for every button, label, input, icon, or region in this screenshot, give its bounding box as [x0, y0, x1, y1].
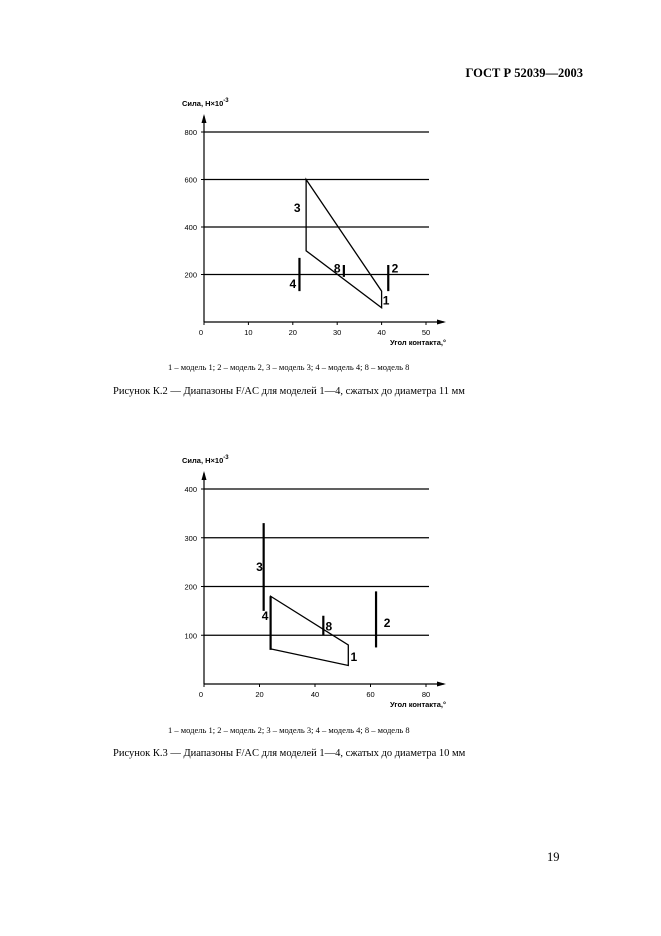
y-axis-arrow-icon	[202, 471, 207, 480]
figure-k3-chart	[140, 446, 470, 716]
figure-k2-chart	[140, 84, 470, 354]
model-label-8: 8	[325, 619, 333, 634]
y-axis-title-exponent: -3	[223, 455, 229, 461]
x-tick-label: 20	[255, 690, 264, 699]
model-label-8: 8	[333, 261, 341, 276]
model-label-4: 4	[289, 277, 297, 291]
figure-k2-caption: Рисунок К.2 — Диапазоны F/AC для моделей 1—4, сжатых до диаметра 11 мм	[113, 386, 465, 397]
range-polygon-model-4	[271, 596, 349, 665]
model-label-1: 1	[350, 650, 358, 665]
page-number: 19	[547, 850, 560, 864]
figure-k3-legend: 1 – модель 1; 2 – модель 2; 3 – модель 3; 4 – модель 4; 8 – модель 8	[168, 725, 410, 735]
y-tick-label: 100	[184, 631, 197, 641]
y-axis-title-exponent: -3	[223, 98, 229, 104]
x-tick-label: 40	[377, 328, 386, 337]
x-axis-arrow-icon	[437, 682, 446, 687]
y-tick-label: 300	[184, 533, 197, 543]
x-tick-label: 40	[310, 690, 320, 699]
y-axis-title-text: Сила, Н×10	[182, 456, 224, 465]
y-axis-arrow-icon	[202, 114, 207, 123]
x-tick-label: 0	[198, 690, 204, 699]
y-tick-label: 200	[184, 582, 197, 592]
figure-k3-caption: Рисунок К.3 — Диапазоны F/AC для моделей 1—4, сжатых до диаметра 10 мм	[113, 748, 466, 759]
range-polygon-model-3	[306, 180, 381, 308]
y-tick-label: 400	[184, 485, 197, 494]
y-axis-title-text: Сила, Н×10	[182, 99, 224, 108]
model-label-1: 1	[382, 293, 390, 308]
x-tick-label: 20	[288, 328, 297, 337]
model-label-2: 2	[391, 261, 399, 276]
y-tick-label: 600	[184, 175, 197, 185]
x-tick-label: 80	[421, 690, 431, 699]
x-tick-label: 10	[244, 328, 253, 337]
x-axis-title: Угол контакта,°	[390, 700, 446, 709]
model-label-3: 3	[256, 560, 263, 574]
y-tick-label: 800	[184, 128, 197, 137]
document-header: ГОСТ Р 52039—2003	[465, 66, 583, 80]
x-axis-title: Угол контакта,°	[390, 338, 446, 347]
x-tick-label: 30	[333, 328, 342, 337]
x-tick-label: 50	[421, 328, 431, 337]
x-tick-label: 60	[366, 690, 375, 699]
model-label-3: 3	[293, 201, 301, 215]
model-label-4: 4	[261, 608, 269, 623]
y-axis-title	[182, 455, 229, 465]
y-tick-label: 200	[184, 270, 197, 280]
y-axis-title	[182, 98, 229, 108]
figure-k2-legend: 1 – модель 1; 2 – модель 2, 3 – модель 3; 4 – модель 4; 8 – модель 8	[168, 362, 410, 372]
x-tick-label: 0	[198, 328, 204, 337]
x-axis-arrow-icon	[437, 320, 446, 325]
model-label-2: 2	[383, 616, 391, 631]
y-tick-label: 400	[184, 223, 197, 232]
